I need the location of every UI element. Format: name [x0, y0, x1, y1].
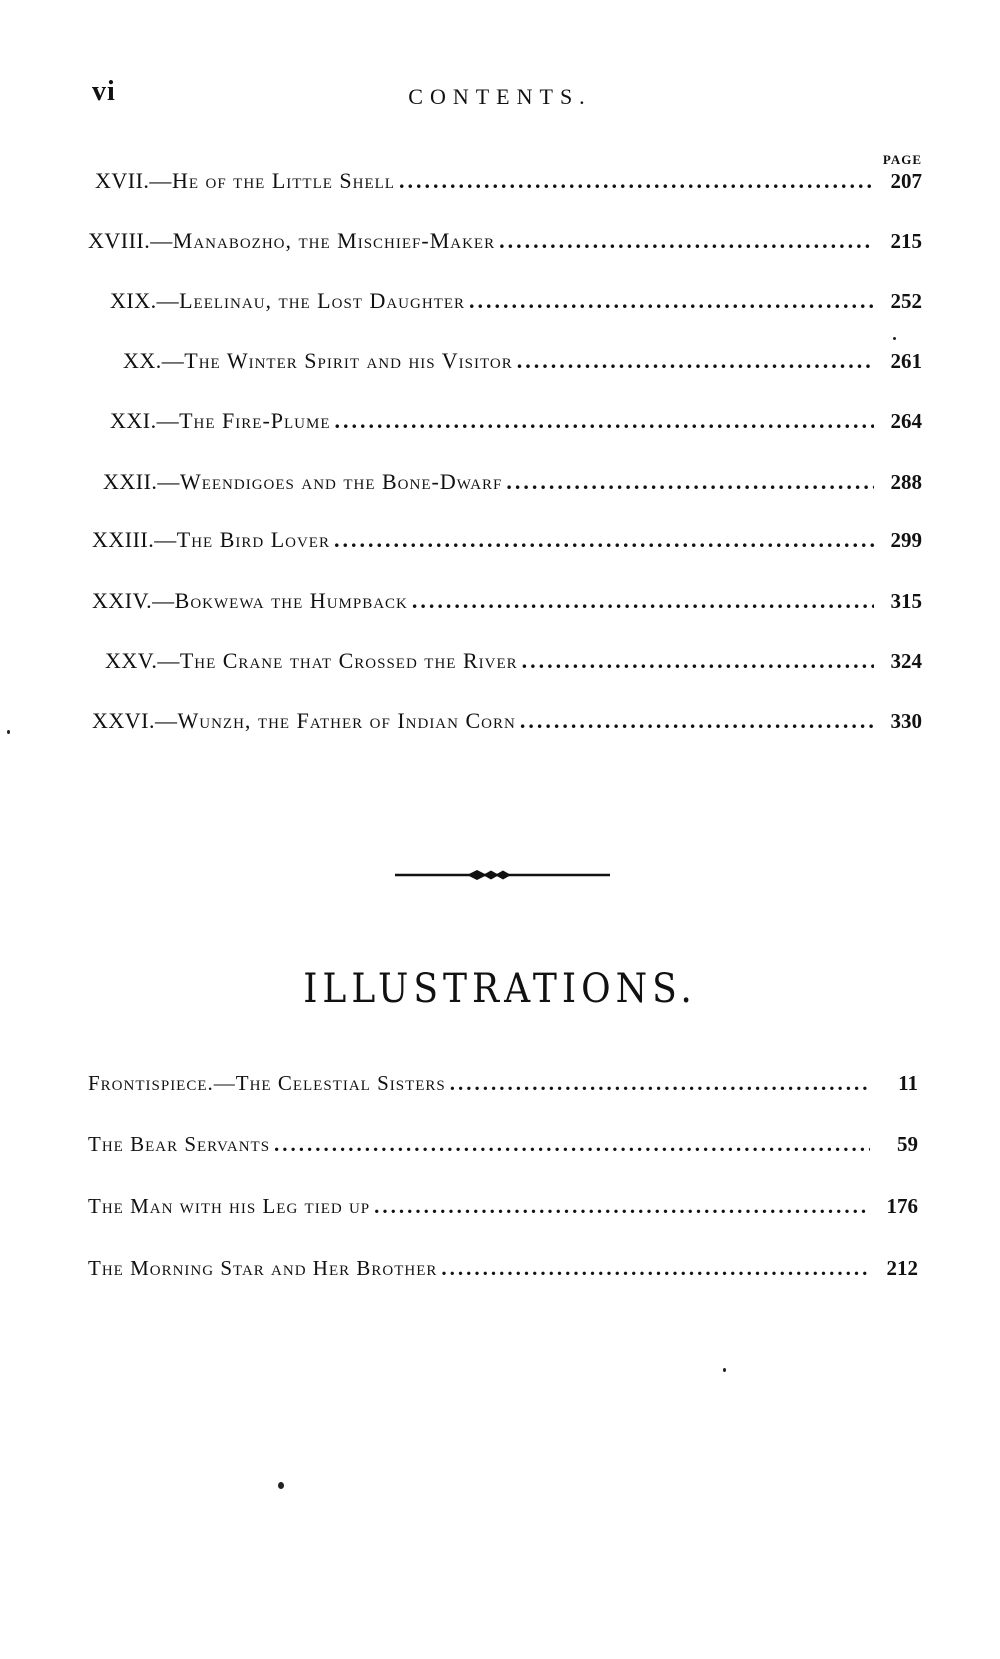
toc-page-number: 324	[890, 649, 922, 673]
illustration-page-number: 176	[886, 1194, 918, 1218]
toc-page-number: 261	[890, 349, 922, 373]
toc-title: The Crane that Crossed the River	[179, 648, 518, 673]
toc-title: Wunzh, the Father of Indian Corn	[177, 708, 516, 733]
toc-title: The Fire-Plume	[179, 408, 331, 433]
toc-page-number: 264	[890, 409, 922, 433]
toc-entry	[123, 348, 922, 382]
dot-leader	[335, 408, 875, 434]
dot-leader	[499, 228, 874, 254]
toc-numeral: XXIII.—	[92, 527, 177, 552]
toc-page-number: 252	[890, 289, 922, 313]
toc-entry	[92, 708, 922, 742]
running-head: CONTENTS.	[408, 84, 592, 109]
illustration-page-number: 59	[897, 1132, 918, 1156]
dot-leader	[469, 288, 874, 314]
illustrations-heading: ILLUSTRATIONS.	[303, 966, 697, 1012]
toc-page-number: 215	[890, 229, 922, 253]
page-number: vi	[92, 76, 116, 107]
toc-numeral: XVIII.—	[88, 228, 173, 253]
illustration-title: Frontispiece.—The Celestial Sisters	[88, 1071, 446, 1095]
scan-speck	[7, 730, 10, 734]
dot-leader	[374, 1194, 870, 1219]
dot-leader	[274, 1132, 870, 1157]
scan-speck	[278, 1482, 284, 1489]
toc-numeral: XXII.—	[103, 469, 180, 494]
illustration-page-number: 11	[898, 1071, 918, 1095]
toc-numeral: XVII.—	[95, 168, 172, 193]
toc-numeral: XX.—	[123, 348, 185, 373]
dot-leader	[412, 588, 874, 614]
dot-leader	[520, 708, 874, 734]
toc-page-number: 330	[890, 709, 922, 733]
toc-title: The Bird Lover	[176, 527, 330, 552]
toc-title: Leelinau, the Lost Daughter	[179, 288, 466, 313]
toc-entry	[92, 527, 922, 561]
toc-entry	[92, 588, 922, 622]
toc-page-number: 207	[890, 169, 922, 193]
toc-numeral: XXI.—	[110, 408, 180, 433]
dot-leader	[506, 469, 874, 495]
dot-leader	[522, 648, 874, 674]
illustration-title: The Morning Star and Her Brother	[88, 1256, 438, 1280]
toc-title: Manabozho, the Mischief-Maker	[172, 228, 496, 253]
scan-speck	[893, 337, 896, 340]
scan-speck	[723, 1368, 726, 1372]
toc-page-number: 288	[890, 470, 922, 494]
illustration-entry	[88, 1194, 918, 1228]
dot-leader	[334, 527, 874, 553]
illustration-entry	[88, 1071, 918, 1105]
dot-leader	[399, 168, 874, 194]
toc-numeral: XIX.—	[110, 288, 180, 313]
toc-entry	[105, 648, 922, 682]
illustration-entry	[88, 1256, 918, 1290]
illustration-title: The Bear Servants	[88, 1132, 271, 1156]
toc-title: Weendigoes and the Bone-Dwarf	[179, 469, 503, 494]
toc-page-number: 299	[890, 528, 922, 552]
toc-page-number: 315	[890, 589, 922, 613]
dot-leader	[517, 348, 874, 374]
toc-entry	[103, 469, 922, 503]
dot-leader	[441, 1256, 870, 1281]
toc-entry	[88, 228, 922, 262]
dot-leader	[450, 1071, 870, 1096]
toc-entry	[95, 168, 922, 202]
ornamental-rule	[395, 868, 610, 882]
toc-title: He of the Little Shell	[171, 168, 395, 193]
toc-numeral: XXV.—	[105, 648, 180, 673]
illustration-entry	[88, 1132, 918, 1166]
page-column-label: PAGE	[882, 152, 922, 167]
illustration-page-number: 212	[886, 1256, 918, 1280]
toc-title: The Winter Spirit and his Visitor	[184, 348, 513, 373]
toc-title: Bokwewa the Humpback	[174, 588, 408, 613]
toc-numeral: XXIV.—	[92, 588, 175, 613]
toc-entry	[110, 408, 922, 442]
illustration-title: The Man with his Leg tied up	[88, 1194, 371, 1218]
toc-entry	[110, 288, 922, 322]
toc-numeral: XXVI.—	[92, 708, 178, 733]
